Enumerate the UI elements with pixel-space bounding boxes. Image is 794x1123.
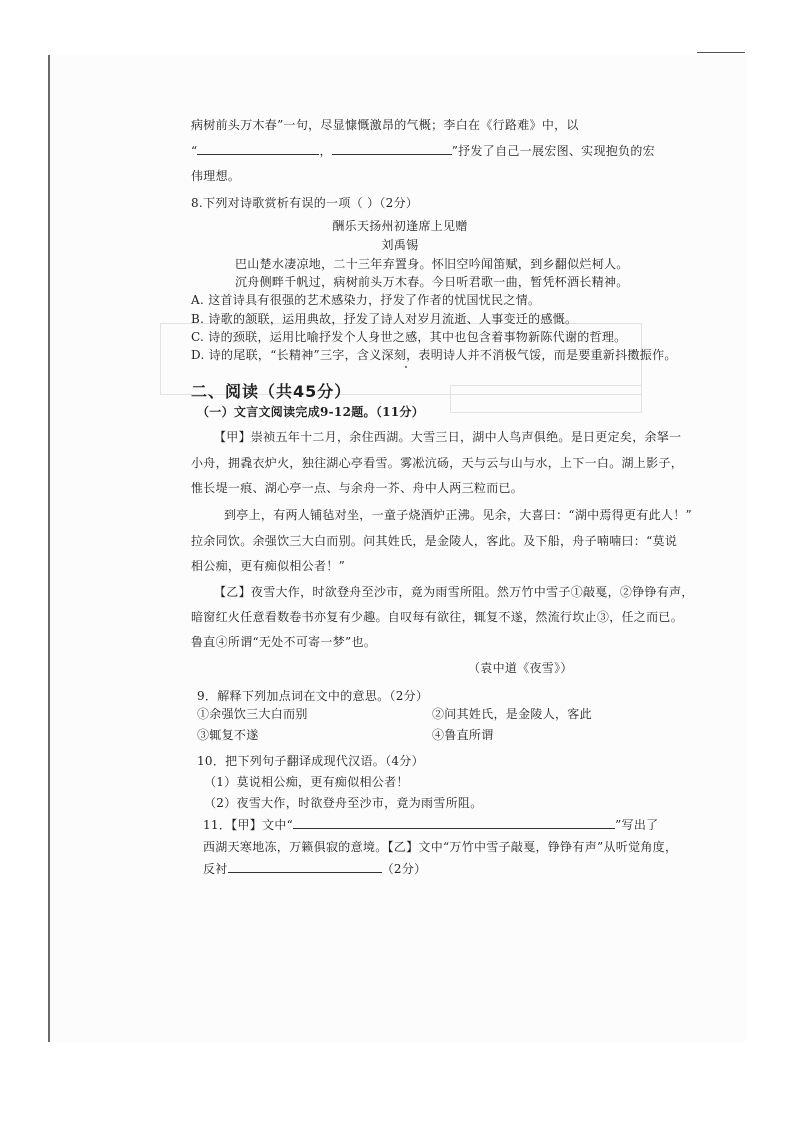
poem-line-1: 巴山楚水凄凉地，二十三年弃置身。怀旧空吟闻笛赋，到乡翻似烂柯人。: [235, 257, 629, 271]
q8-option-a: A. 这首诗具有很强的艺术感染力，抒发了作者的忧国忧民之情。: [191, 293, 541, 307]
q11-line-3-prefix: 反衬: [203, 862, 228, 876]
answer-blank-1[interactable]: [197, 143, 319, 155]
poem-author: 刘禹锡: [381, 238, 419, 252]
passage-yi-source: （袁中道《夜雪》）: [468, 661, 573, 675]
q9-item-4: ④鲁直所谓: [432, 728, 494, 742]
passage-yi-line-2: 暗窗红火任意看数卷书亦复有少趣。自叹每有欲往，辄复不遂，然流行坎止③，任之而已。: [191, 610, 684, 624]
q8-option-c: C. 诗的颈联，运用比喻抒发个人身世之感，其中也包含着事物新陈代谢的哲理。: [191, 330, 627, 344]
q8-option-d: D. 诗的尾联，“长精神”三字，含义深刻，表明诗人并不消极气馁，而是要重新抖擞振作。: [191, 348, 677, 362]
poem-line-2: 沉舟侧畔千帆过，病树前头万木春。今日听君歌一曲，暂凭杯酒长精神。: [235, 275, 629, 289]
passage-jia-line-5: 拉余同饮。余强饮三大白而别。问其姓氏，是金陵人，客此。及下船，舟子喃喃曰：“莫说: [191, 534, 678, 548]
passage-yi-line-3: 鲁直④所谓“无处不可寄一梦”也。: [191, 635, 377, 649]
q8-option-b: B. 诗歌的颔联，运用典故，抒发了诗人对岁月流逝、人事变迁的感慨。: [191, 312, 578, 326]
q11-line-3-suffix: （2分）: [381, 862, 427, 876]
passage-jia-line-4: 到亭上，有两人铺毡对坐，一童子烧酒炉正沸。见余，大喜曰：“湖中焉得更有此人！”: [224, 508, 692, 522]
q10-stem: 10．把下列句子翻译成现代汉语。（4分）: [197, 754, 424, 768]
answer-blank-2[interactable]: [332, 143, 452, 155]
q11-prefix: 11．【甲】文中“: [203, 818, 294, 832]
passage-jia-line-3: 惟长堤一痕、湖心亭一点、与余舟一芥、舟中人两三粒而已。: [191, 481, 524, 495]
q11-line-2: 西湖天寒地冻，万籁俱寂的意境。【乙】文中“万竹中雪子敲戛，铮铮有声”从听觉角度，: [203, 840, 678, 854]
q11-line-3: [203, 861, 426, 877]
poem-title: 酬乐天扬州初逢席上见赠: [332, 219, 468, 233]
section-2-title: 二、阅读（共45分）: [191, 382, 352, 401]
passage-jia-line-2: 小舟，拥毳衣炉火，独往湖心亭看雪。雾凇沆砀，天与云与山与水，上下一白。湖上影子，: [191, 456, 684, 470]
bleed-through-table-cell: [450, 385, 642, 413]
intro-line-1: 病树前头万木春”一句，尽显慷慨激昂的气概；李白在《行路难》中，以: [191, 118, 579, 132]
stray-mark: [405, 366, 407, 368]
q9-item-2: ②问其姓氏，是金陵人，客此: [432, 707, 592, 721]
q11-suffix: ”写出了: [615, 818, 659, 832]
intro-line-2: [191, 143, 655, 159]
q9-item-3: ③辄复不遂: [197, 728, 259, 742]
intro-line-3: 伟理想。: [191, 169, 241, 183]
passage-yi-line-1: 【乙】夜雪大作，时欲登舟至沙市，竟为雨雪所阻。然万竹中雪子①敲戛，②铮铮有声，: [214, 585, 694, 599]
q9-stem: 9．解释下列加点词在文中的意思。（2分）: [197, 689, 429, 703]
exam-sheet: [48, 55, 747, 1042]
scan-edge-line: [697, 52, 745, 53]
section-2-subtitle: （一）文言文阅读完成9-12题。（11分）: [197, 405, 425, 419]
q9-item-1: ①余强饮三大白而别: [197, 707, 308, 721]
q11-answer-blank-1[interactable]: [293, 817, 615, 829]
intro-line-2-tail: ”抒发了自己一展宏图、实现抱负的宏: [451, 144, 655, 158]
passage-jia-line-1: 【甲】崇祯五年十二月，余住西湖。大雪三日，湖中人鸟声俱绝。是日更定矣，余拏一: [214, 430, 682, 444]
q8-stem: 8.下列对诗歌赏析有误的一项（ ）（2分）: [191, 196, 419, 210]
comma: ，: [319, 144, 332, 158]
passage-jia-line-6: 相公痴，更有痴似相公者！”: [191, 559, 346, 573]
q11-line-1: [203, 817, 658, 833]
quote-open: “: [191, 144, 198, 158]
q11-answer-blank-2[interactable]: [228, 861, 382, 873]
q10-sentence-1: （1）莫说相公痴，更有痴似相公者！: [204, 775, 409, 789]
q10-sentence-2: （2）夜雪大作，时欲登舟至沙市，竟为雨雪所阻。: [204, 796, 483, 810]
